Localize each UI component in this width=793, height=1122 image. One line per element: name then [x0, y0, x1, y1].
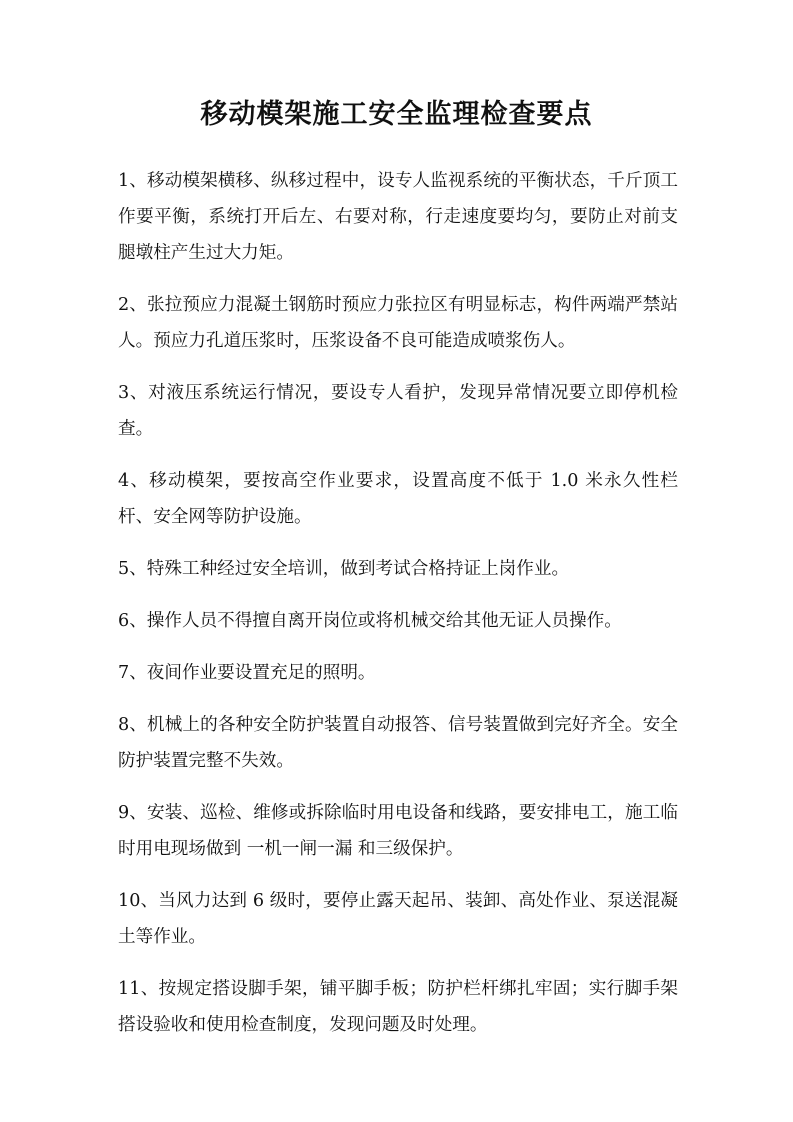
paragraph-5: 5、特殊工种经过安全培训，做到考试合格持证上岗作业。	[118, 559, 570, 579]
paragraph-9: 9、安装、巡检、维修或拆除临时用电设备和线路，要安排电工，施工临时用电现场做到 一机一闸一漏 和三级保护。	[118, 803, 678, 859]
document-title: 移动模架施工安全监理检查要点	[200, 99, 593, 130]
paragraph-8: 8、机械上的各种安全防护装置自动报答、信号装置做到完好齐全。安全防护装置完整不失效。	[118, 715, 678, 771]
paragraph-4: 4、移动模架，要按高空作业要求，设置高度不低于 1.0 米永久性栏杆、安全网等防护设施。	[118, 471, 678, 527]
document-body	[118, 163, 678, 1059]
paragraph-2: 2、张拉预应力混凝土钢筋时预应力张拉区有明显标志，构件两端严禁站人。预应力孔道压浆时，压浆设备不良可能造成喷浆伤人。	[118, 295, 678, 351]
paragraph-7: 7、夜间作业要设置充足的照明。	[118, 663, 376, 683]
paragraph-1: 1、移动模架横移、纵移过程中，设专人监视系统的平衡状态，千斤顶工作要平衡，系统打开后左、右要对称，行走速度要均匀，要防止对前支腿墩柱产生过大力矩。	[118, 171, 678, 263]
paragraph-3: 3、对液压系统运行情况，要设专人看护，发现异常情况要立即停机检查。	[118, 383, 678, 439]
paragraph-11: 11、按规定搭设脚手架，铺平脚手板；防护栏杆绑扎牢固；实行脚手架搭设验收和使用检查制度，发现问题及时处理。	[118, 979, 678, 1035]
paragraph-6: 6、操作人员不得擅自离开岗位或将机械交给其他无证人员操作。	[118, 611, 622, 631]
paragraph-10: 10、当风力达到 6 级时，要停止露天起吊、装卸、高处作业、泵送混凝土等作业。	[118, 891, 678, 947]
